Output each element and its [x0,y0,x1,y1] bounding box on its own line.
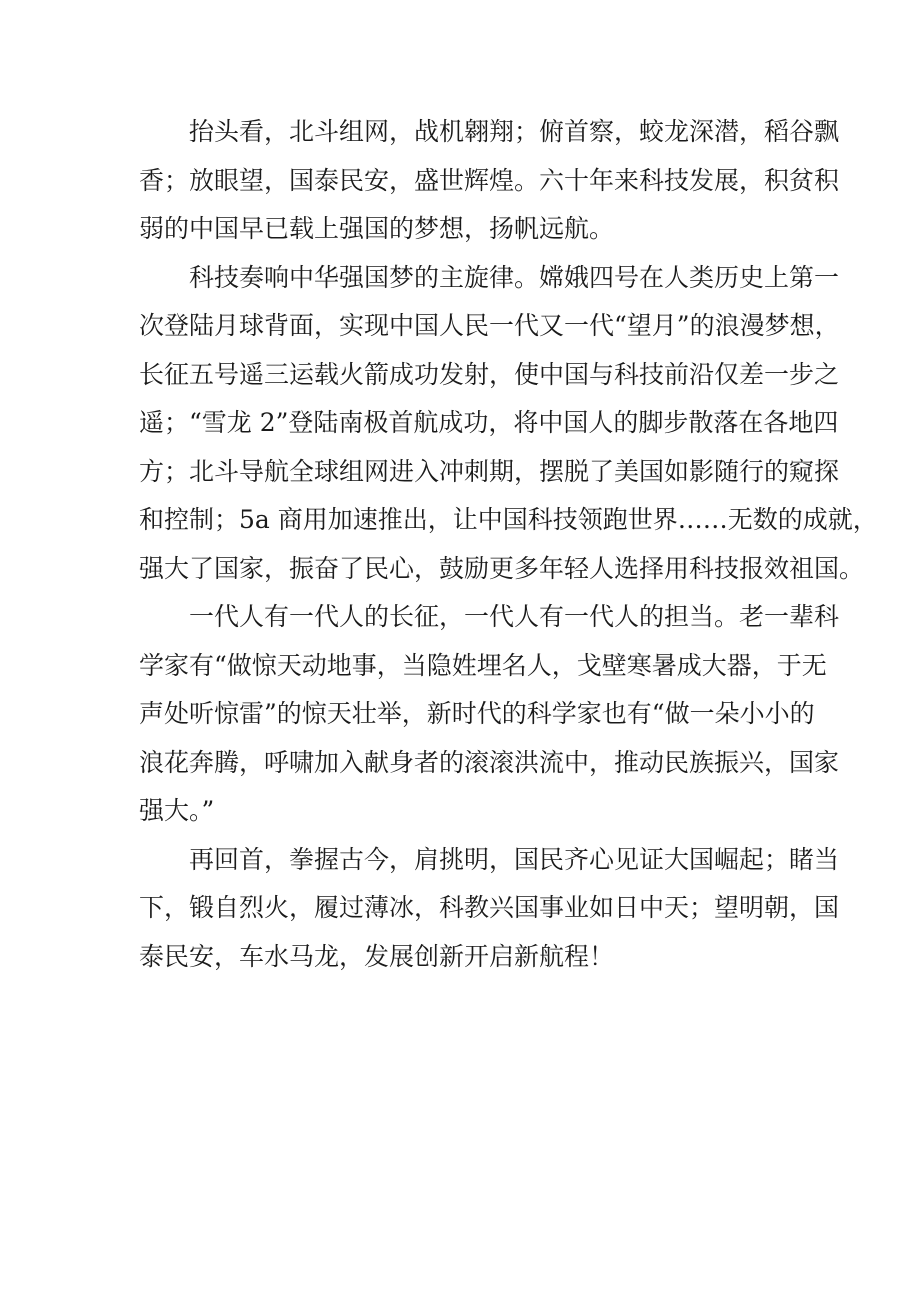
paragraph-line: 泰民安，车水马龙，发展创新开启新航程！ [139,941,615,971]
paragraph-line: 和控制；5a 商用加速推出，让中国科技领跑世界……无数的成就， [139,505,878,534]
paragraph-line: 声处听惊雷”的惊天壮举，新时代的科学家也有“做一朵小小的 [139,699,815,728]
paragraph-line: 次登陆月球背面，实现中国人民一代又一代“望月”的浪漫梦想， [139,311,840,340]
paragraph-4 [139,836,840,982]
paragraph-line: 强大了国家，振奋了民心，鼓励更多年轻人选择用科技报效祖国。 [139,553,865,583]
paragraph-1 [139,108,840,254]
paragraph-line: 科技奏响中华强国梦的主旋律。嫦娥四号在人类历史上第一 [189,262,840,292]
paragraph-line: 下，锻自烈火，履过薄冰，科教兴国事业如日中天；望明朝，国 [139,893,840,922]
paragraph-line: 长征五号遥三运载火箭成功发射，使中国与科技前沿仅差一步之 [139,359,840,389]
paragraph-line: 强大。” [139,796,215,825]
paragraph-line: 浪花奔腾，呼啸加入献身者的滚滚洪流中，推动民族振兴，国家 [139,747,840,777]
paragraph-line: 香；放眼望，国泰民安，盛世辉煌。六十年来科技发展，积贫积 [139,165,840,195]
paragraph-3 [139,593,840,836]
paragraph-line: 遥；“雪龙 2”登陆南极首航成功，将中国人的脚步散落在各地四 [139,408,839,437]
paragraph-line: 弱的中国早已载上强国的梦想，扬帆远航。 [139,214,615,243]
paragraph-line: 方；北斗导航全球组网进入冲刺期，摆脱了美国如影随行的窥探 [139,456,840,486]
paragraph-line: 学家有“做惊天动地事，当隐姓埋名人，戈壁寒暑成大器，于无 [139,650,827,680]
paragraph-line: 再回首，拳握古今，肩挑明，国民齐心见证大国崛起；睹当 [189,844,840,874]
paragraph-2 [139,254,878,594]
paragraph-line: 一代人有一代人的长征，一代人有一代人的担当。老一辈科 [189,602,840,631]
document-body [139,108,878,981]
paragraph-line: 抬头看，北斗组网，战机翱翔；俯首察，蛟龙深潜，稻谷飘 [189,117,840,146]
